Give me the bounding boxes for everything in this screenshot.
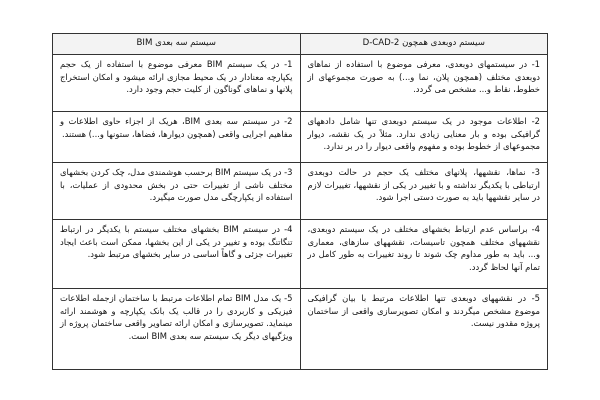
cad-cell: 2- اطلاعات موجود در یک سیستم دوبعدی تنها شامل دادههای گرافیکی بوده و بار معنایی زیادی ندارد. مثلاً در یک نقشه، دیوار مجموعهای از خطوط بوده و مفهوم واقعی دیوار را در بر ندارد. (300, 112, 548, 163)
table-row (53, 220, 548, 289)
bim-cell: 2- در سیستم سه بعدی BIM، هریک از اجزاء حاوی اطلاعات و مفاهیم اجرایی واقعی (همچون دیوارها، فضاها، ستونها و...) هستند. (53, 112, 301, 163)
table-row (53, 112, 548, 163)
bim-cell: 5- یک مدل BIM تمام اطلاعات مرتبط با ساختمان ازجمله اطلاعات فیزیکی و کاربردی را در قالب یک بانک یکپارچه و هوشمند ارائه مینماید. تصویرسازی و امکان ارائه تصاویر واقعی ساختمان پروژه از ویژگیهای دیگر یک سیستم سه بعدی BIM است. (53, 289, 301, 370)
table-header-row (53, 34, 548, 55)
table-row (53, 163, 548, 220)
bim-vs-cad-comparison-table (52, 33, 548, 370)
header-2d-cad: سیستم دوبعدی همچون 2-D-CAD (300, 34, 548, 55)
bim-cell: 4- در سیستم BIM بخشهای مختلف سیستم با یکدیگر در ارتباط تنگاتنگ بوده و تغییر در یکی از این بخشها، ممکن است باعث ایجاد تغییرات جزئی و گاهاً اساسی در سایر بخشهای مرتبط شود. (53, 220, 301, 289)
comparison-table-container (52, 33, 548, 370)
header-bim: سیستم سه بعدی BIM (53, 34, 301, 55)
table-row (53, 289, 548, 370)
cad-cell: 4- براساس عدم ارتباط بخشهای مختلف در یک سیستم دوبعدی، نقشههای مختلف همچون تاسیسات، نقشههای سازهای، معماری و... باید به طور مداوم چک شوند تا روند تغییرات به طور کامل در تمام آنها لحاظ گردد. (300, 220, 548, 289)
bim-cell: 1- در یک سیستم BIM معرفی موضوع با استفاده از یک حجم یکپارچه معنادار در یک محیط مجازی ارائه میشود و امکان استخراج پلانها و نماهای گوناگون از کلیت حجم وجود دارد. (53, 55, 301, 112)
cad-cell: 1- در سیستمهای دوبعدی، معرفی موضوع با استفاده از نماهای دوبعدی مختلف (همچون پلان، نما و...) به صورت مجموعهای از خطوط، نقاط و... مشخص می گردد. (300, 55, 548, 112)
cad-cell: 3- نماها، نقشهها، پلانهای مختلف یک حجم در حالت دوبعدی ارتباطی با یکدیگر نداشته و با تغییر در یکی از نقشهها، تغییرات لازم در سایر نقشهها باید به صورت دستی اجرا شود. (300, 163, 548, 220)
table-row (53, 55, 548, 112)
bim-cell: 3- در یک سیستم BIM برحسب هوشمندی مدل، چک کردن بخشهای مختلف ناشی از تغییرات حتی در بخش محدودی از عملیات، با استفاده از یکپارچگی مدل صورت میگیرد. (53, 163, 301, 220)
cad-cell: 5- در نقشههای دوبعدی تنها اطلاعات مرتبط با بیان گرافیکی موضوع مشخص میگردند و امکان تصویرسازی واقعی از ساختمان پروژه مقدور نیست. (300, 289, 548, 370)
